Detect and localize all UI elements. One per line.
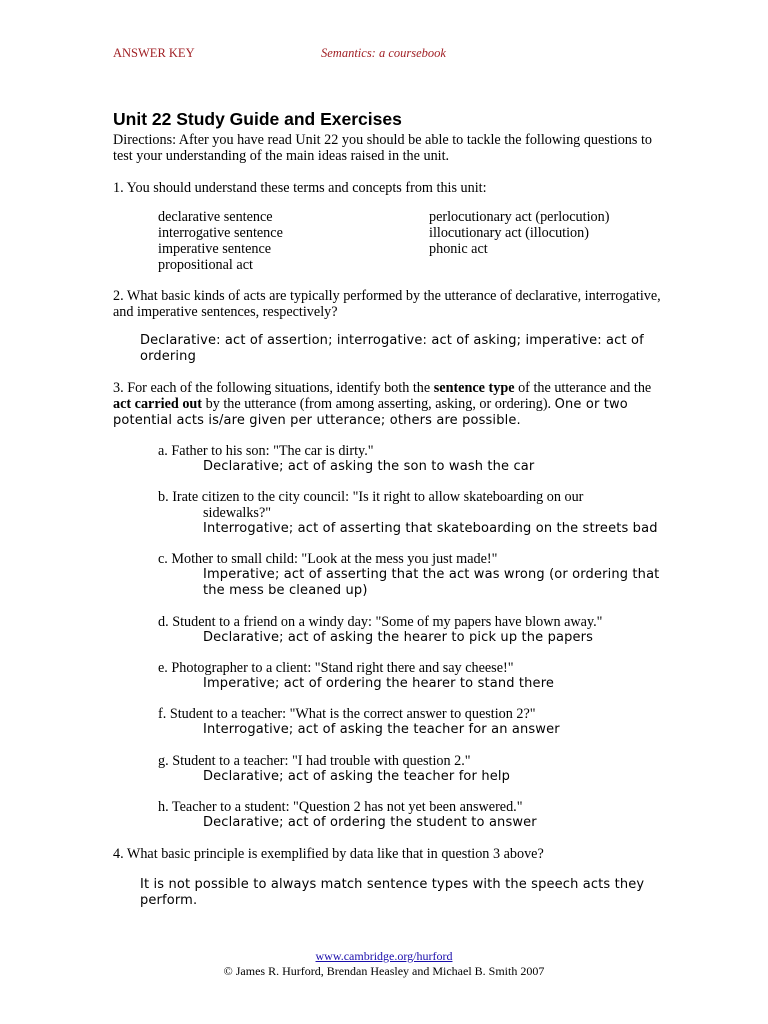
q3-text: by the utterance (from among asserting, asking, or ordering). — [202, 396, 555, 412]
situation-question: e. Photographer to a client: "Stand right there and say cheese!" — [158, 660, 514, 676]
question-2-answer — [140, 333, 740, 365]
q3-bold-sentence-type: sentence type — [433, 380, 515, 396]
situation-a — [158, 443, 718, 475]
header-book-title: Semantics: a coursebook — [321, 46, 446, 60]
situation-question: f. Student to a teacher: "What is the correct answer to question 2?" — [158, 706, 536, 722]
situation-question: h. Teacher to a student: "Question 2 has not yet been answered." — [158, 799, 523, 815]
question-3-line-1 — [113, 380, 703, 396]
directions — [113, 132, 713, 164]
situation-answer: Interrogative; act of asserting that skateboarding on the streets bad — [203, 521, 658, 536]
situation-f — [158, 706, 718, 738]
situation-c — [158, 551, 718, 599]
situation-question: b. Irate citizen to the city council: "Is it right to allow skateboarding on our — [158, 489, 584, 505]
answer-line: ordering — [140, 349, 196, 364]
situation-answer: Declarative; act of asking the son to wash the car — [203, 459, 535, 474]
cambridge-link[interactable]: www.cambridge.org/hurford — [315, 949, 453, 963]
q3-bold-act: act carried out — [113, 396, 203, 412]
term-item: declarative sentence — [158, 209, 273, 225]
header-answer-key: ANSWER KEY — [113, 46, 195, 60]
term-item: imperative sentence — [158, 241, 272, 257]
question-4-answer — [140, 877, 740, 909]
situation-e — [158, 660, 718, 692]
question-2-line-2: and imperative sentences, respectively? — [113, 304, 338, 320]
situation-question-cont: sidewalks?" — [203, 505, 272, 521]
question-1: 1. You should understand these terms and concepts from this unit: — [113, 180, 487, 196]
term-item: perlocutionary act (perlocution) — [429, 209, 610, 225]
directions-line-1: Directions: After you have read Unit 22 you should be able to tackle the following questions to — [113, 132, 653, 148]
term-item: propositional act — [158, 257, 253, 273]
q3-text: 3. For each of the following situations, identify both the — [113, 380, 434, 396]
answer-line: perform. — [140, 893, 198, 908]
footer-copyright: © James R. Hurford, Brendan Heasley and Michael B. Smith 2007 — [223, 964, 545, 978]
situation-question: a. Father to his son: "The car is dirty." — [158, 443, 374, 459]
situation-g — [158, 753, 718, 785]
question-3-line-2 — [113, 396, 703, 413]
situation-b — [158, 489, 718, 537]
situation-answer: Interrogative; act of asking the teacher for an answer — [203, 722, 560, 737]
answer-line: Declarative: act of assertion; interrogative: act of asking; imperative: act of — [140, 333, 644, 348]
situation-h — [158, 799, 718, 831]
terms-list-left — [158, 209, 283, 273]
term-item: interrogative sentence — [158, 225, 283, 241]
question-2 — [113, 288, 713, 320]
answer-line: It is not possible to always match sentence types with the speech acts they — [140, 877, 645, 892]
term-item: phonic act — [429, 241, 488, 257]
page-header — [113, 45, 708, 61]
situation-answer-cont: the mess be cleaned up) — [203, 583, 368, 598]
question-4: 4. What basic principle is exemplified by data like that in question 3 above? — [113, 846, 544, 862]
situation-answer: Declarative; act of asking the hearer to pick up the papers — [203, 630, 594, 645]
situation-answer: Declarative; act of asking the teacher for help — [203, 769, 511, 784]
terms-list-right — [429, 209, 609, 257]
situation-answer: Imperative; act of asserting that the act was wrong (or ordering that — [203, 567, 660, 582]
situation-question: c. Mother to small child: "Look at the mess you just made!" — [158, 551, 498, 567]
directions-line-2: test your understanding of the main ideas raised in the unit. — [113, 148, 450, 164]
footer-link-row — [0, 948, 768, 964]
q3-text: of the utterance and the — [514, 380, 652, 396]
situation-answer: Imperative; act of ordering the hearer to stand there — [203, 676, 555, 691]
situation-answer: Declarative; act of ordering the student to answer — [203, 815, 537, 830]
term-item: illocutionary act (illocution) — [429, 225, 589, 241]
question-3 — [113, 380, 703, 429]
question-2-line-1: 2. What basic kinds of acts are typically performed by the utterance of declarative, interrogative, — [113, 288, 661, 304]
situation-question: g. Student to a teacher: "I had trouble with question 2." — [158, 753, 471, 769]
q3-mono-text: One or two — [554, 397, 628, 412]
situation-d — [158, 614, 718, 646]
situation-question: d. Student to a friend on a windy day: "Some of my papers have blown away." — [158, 614, 603, 630]
question-3-line-3: potential acts is/are given per utterance; others are possible. — [113, 413, 521, 428]
page-title: Unit 22 Study Guide and Exercises — [113, 109, 402, 129]
